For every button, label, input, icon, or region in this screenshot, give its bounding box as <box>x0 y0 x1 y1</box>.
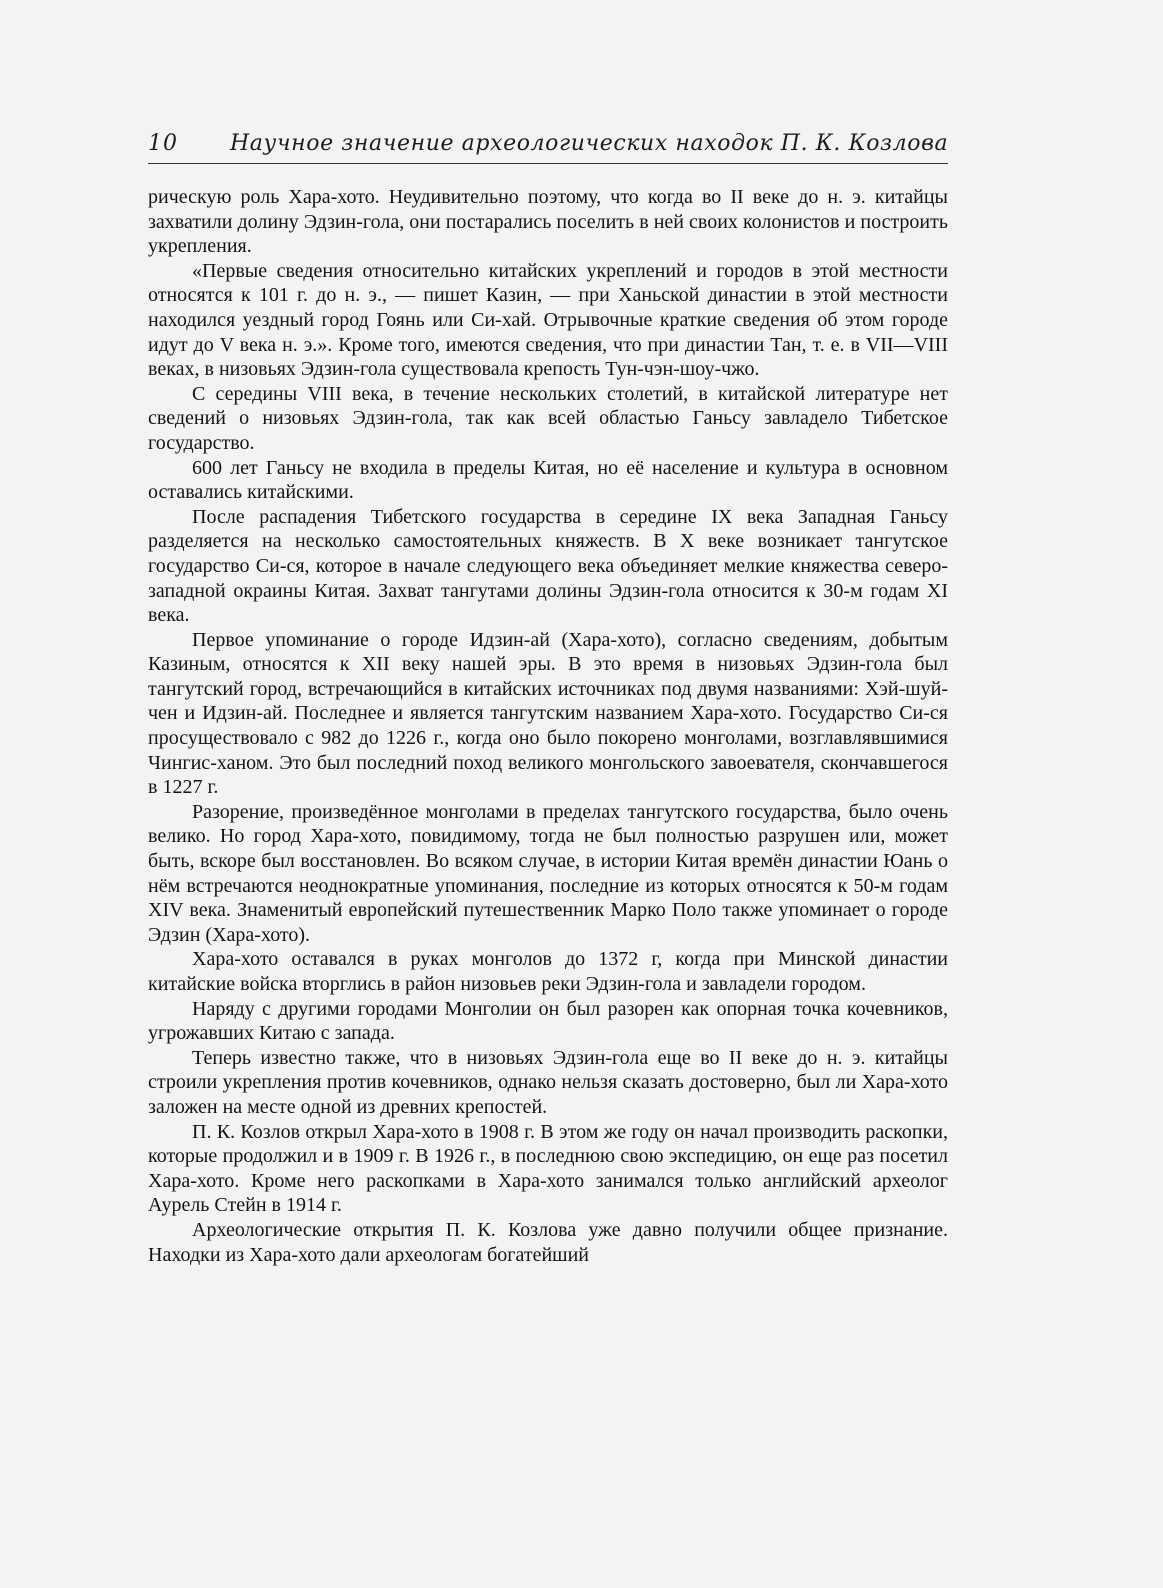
body-text <box>148 185 948 1267</box>
running-header <box>148 129 948 164</box>
paragraph: С середины VIII века, в течение нескольких столетий, в китайской литературе нет сведений о низовьях Эдзин-гола, так как всей областью Ганьсу завладело Тибетское государство. <box>148 382 948 454</box>
paragraph: Наряду с другими городами Монголии он был разорен как опорная точка кочевников, угрожавших Китаю с запада. <box>148 997 948 1045</box>
paragraph: Археологические открытия П. К. Козлова уже давно получили общее признание. Находки из Хара-хото дали археологам богатейший <box>148 1218 948 1266</box>
paragraph: Первое упоминание о городе Идзин-ай (Хара-хото), согласно сведениям, добытым Казиным, относятся к XII веку нашей эры. В это время в низовьях Эдзин-гола был тангутский город, встречающийся в китайских источниках под двумя названиями: Хэй-шуй-чен и Идзин-ай. Последнее и является тангутским названием Хара-хото. Государство Си-ся просуществовало с 982 до 1226 г., когда оно было покорено монголами, возглавлявшимися Чингис-ханом. Это был последний поход великого монгольского завоевателя, скончавшегося в 1227 г. <box>148 628 948 799</box>
page-number: 10 <box>148 131 178 156</box>
paragraph: рическую роль Хара-хото. Неудивительно поэтому, что когда во II веке до н. э. китайцы захватили долину Эдзин-гола, они постарались поселить в ней своих колонистов и построить укрепления. <box>148 186 948 258</box>
paragraph: Разорение, произведённое монголами в пределах тангутского государства, было очень велико. Но город Хара-хото, повидимому, тогда не был полностью разрушен или, может быть, вскоре был восстановлен. Во всяком случае, в истории Китая времён династии Юань о нём встречаются неоднократные упоминания, последние из которых относятся к 50-м годам XIV века. Знаменитый европейский путешественник Марко Поло также упоминает о городе Эдзин (Хара-хото). <box>148 800 948 946</box>
paragraph: «Первые сведения относительно китайских укреплений и городов в этой местности относятся к 101 г. до н. э., — пишет Казин, — при Ханьской династии в этой местности находился уездный город Гоянь или Си-хай. Отрывочные краткие сведения об этом городе идут до V века н. э.». Кроме того, имеются сведения, что при династии Тан, т. е. в VII—VIII веках, в низовьях Эдзин-гола существовала крепость Тун-чэн-шоу-чжо. <box>148 259 948 381</box>
running-title: Научное значение археологических находок П. К. Козлова <box>230 131 949 156</box>
paragraph: Хара-хото оставался в руках монголов до 1372 г, когда при Минской династии китайские войска вторглись в район низовьев реки Эдзин-гола и завладели городом. <box>148 948 948 995</box>
paragraph: После распадения Тибетского государства в середине IX века Западная Ганьсу разделяется на несколько самостоятельных княжеств. В X веке возникает тангутское государство Си-ся, которое в начале следующего века объединяет мелкие княжества северо-западной окраины Китая. Захват тангутами долины Эдзин-гола относится к 30-м годам XI века. <box>148 505 948 627</box>
paragraph: П. К. Козлов открыл Хара-хото в 1908 г. В этом же году он начал производить раскопки, которые продолжил и в 1909 г. В 1926 г., в последнюю свою экспедицию, он еще раз посетил Хара-хото. Кроме него раскопками в Хара-хото занимался только английский археолог Аурель Стейн в 1914 г. <box>148 1120 948 1217</box>
paragraph: 600 лет Ганьсу не входила в пределы Китая, но её население и культура в основном оставались китайскими. <box>148 456 948 504</box>
paragraph: Теперь известно также, что в низовьях Эдзин-гола еще во II веке до н. э. китайцы строили укрепления против кочевников, однако нельзя сказать достоверно, был ли Хара-хото заложен на месте одной из древних крепостей. <box>148 1046 948 1118</box>
